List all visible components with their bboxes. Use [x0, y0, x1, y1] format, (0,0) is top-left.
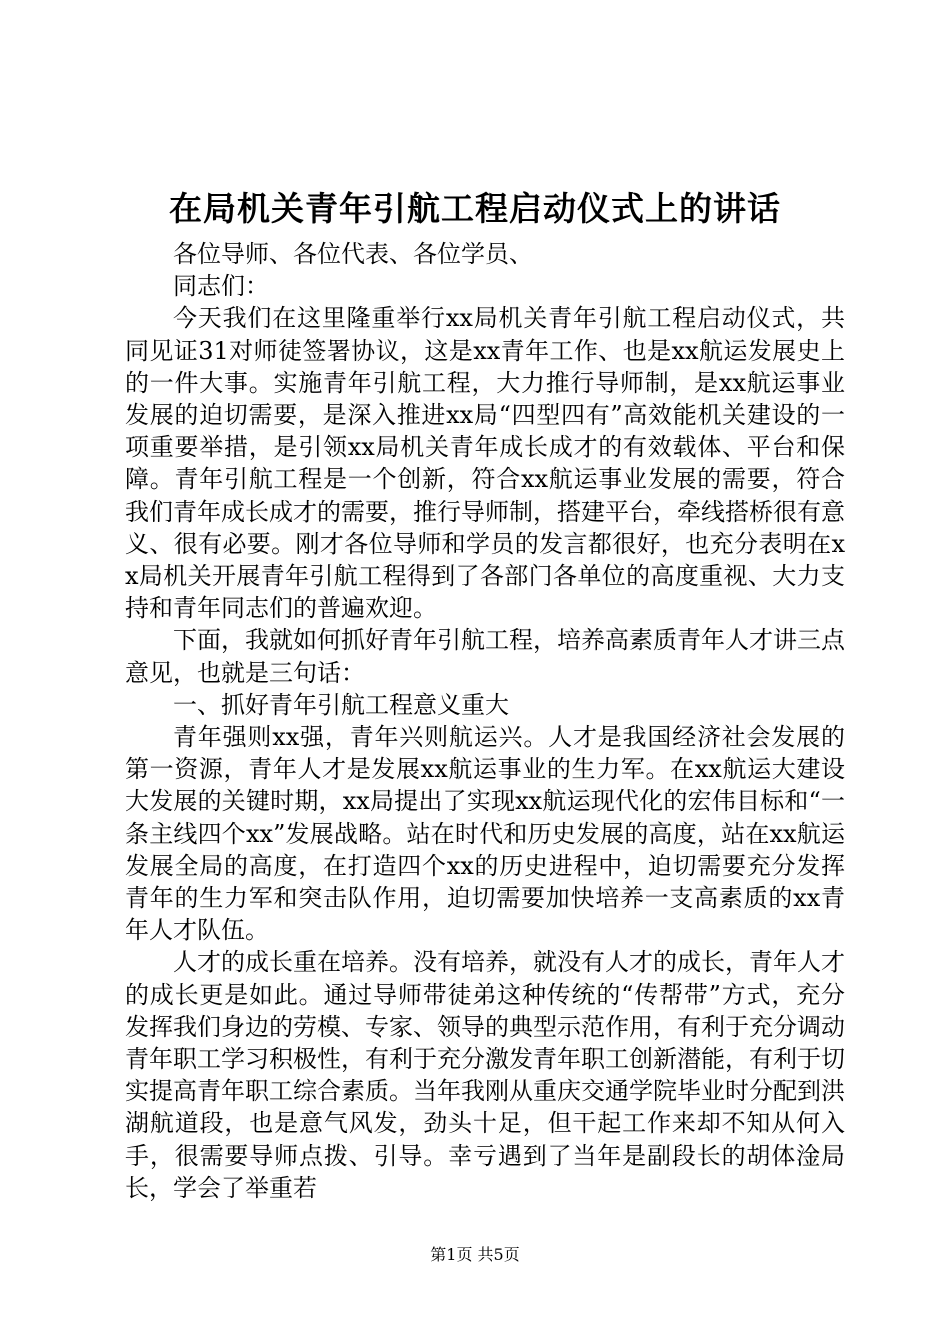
section-heading-1: 一、抓好青年引航工程意义重大	[173, 690, 509, 719]
paragraph-section-1b: 人才的成长重在培养。没有培养，就没有人才的成长，青年人才的成长更是如此。通过导师带徒弟这种传统的“传帮带”方式，充分发挥我们身边的劳模、专家、领导的典型示范作用，有利于充分调动青年职工学习积极性，有利于充分激发青年职工创新潜能，有利于切实提高青年职工综合素质。当年我刚从重庆交通学院毕业时分配到洪湖航道段，也是意气风发，劲头十足，但干起工作来却不知从何入手，很需要导师点拨、引导。幸亏遇到了当年是副段长的胡体淦局长，学会了举重若	[125, 948, 845, 1202]
paragraph-intro-points: 下面，我就如何抓好青年引航工程，培养高素质青年人才讲三点意见，也就是三句话：	[125, 626, 845, 687]
paragraph-opening: 今天我们在这里隆重举行xx局机关青年引航工程启动仪式，共同见证31对师徒签署协议，这是xx青年工作、也是xx航运发展史上的一件大事。实施青年引航工程，大力推行导师制，是xx航运事业发展的迫切需要，是深入推进xx局“四型四有”高效能机关建设的一项重要举措，是引领xx局机关青年成长成才的有效载体、平台和保障。青年引航工程是一个创新，符合xx航运事业发展的需要，符合我们青年成长成才的需要，推行导师制，搭建平台，牵线搭桥很有意义、很有必要。刚才各位导师和学员的发言都很好，也充分表明在xx局机关开展青年引航工程得到了各部门各单位的高度重视、大力支持和青年同志们的普遍欢迎。	[125, 304, 845, 623]
paragraph-section-1a: 青年强则xx强，青年兴则航运兴。人才是我国经济社会发展的第一资源，青年人才是发展xx航运事业的生力军。在xx航运大建设大发展的关键时期，xx局提出了实现xx航运现代化的宏伟目标和“一条主线四个xx”发展战略。站在时代和历史发展的高度，站在xx航运发展全局的高度，在打造四个xx的历史进程中，迫切需要充分发挥青年的生力军和突击队作用，迫切需要加快培养一支高素质的xx青年人才队伍。	[125, 723, 845, 945]
salutation-line-2: 同志们：	[173, 272, 269, 301]
document-title: 在局机关青年引航工程启动仪式上的讲话	[169, 189, 781, 228]
page-footer: 第1页 共5页	[430, 1245, 520, 1264]
salutation-line-1: 各位导师、各位代表、各位学员、	[173, 240, 533, 268]
document-body	[125, 238, 845, 1204]
